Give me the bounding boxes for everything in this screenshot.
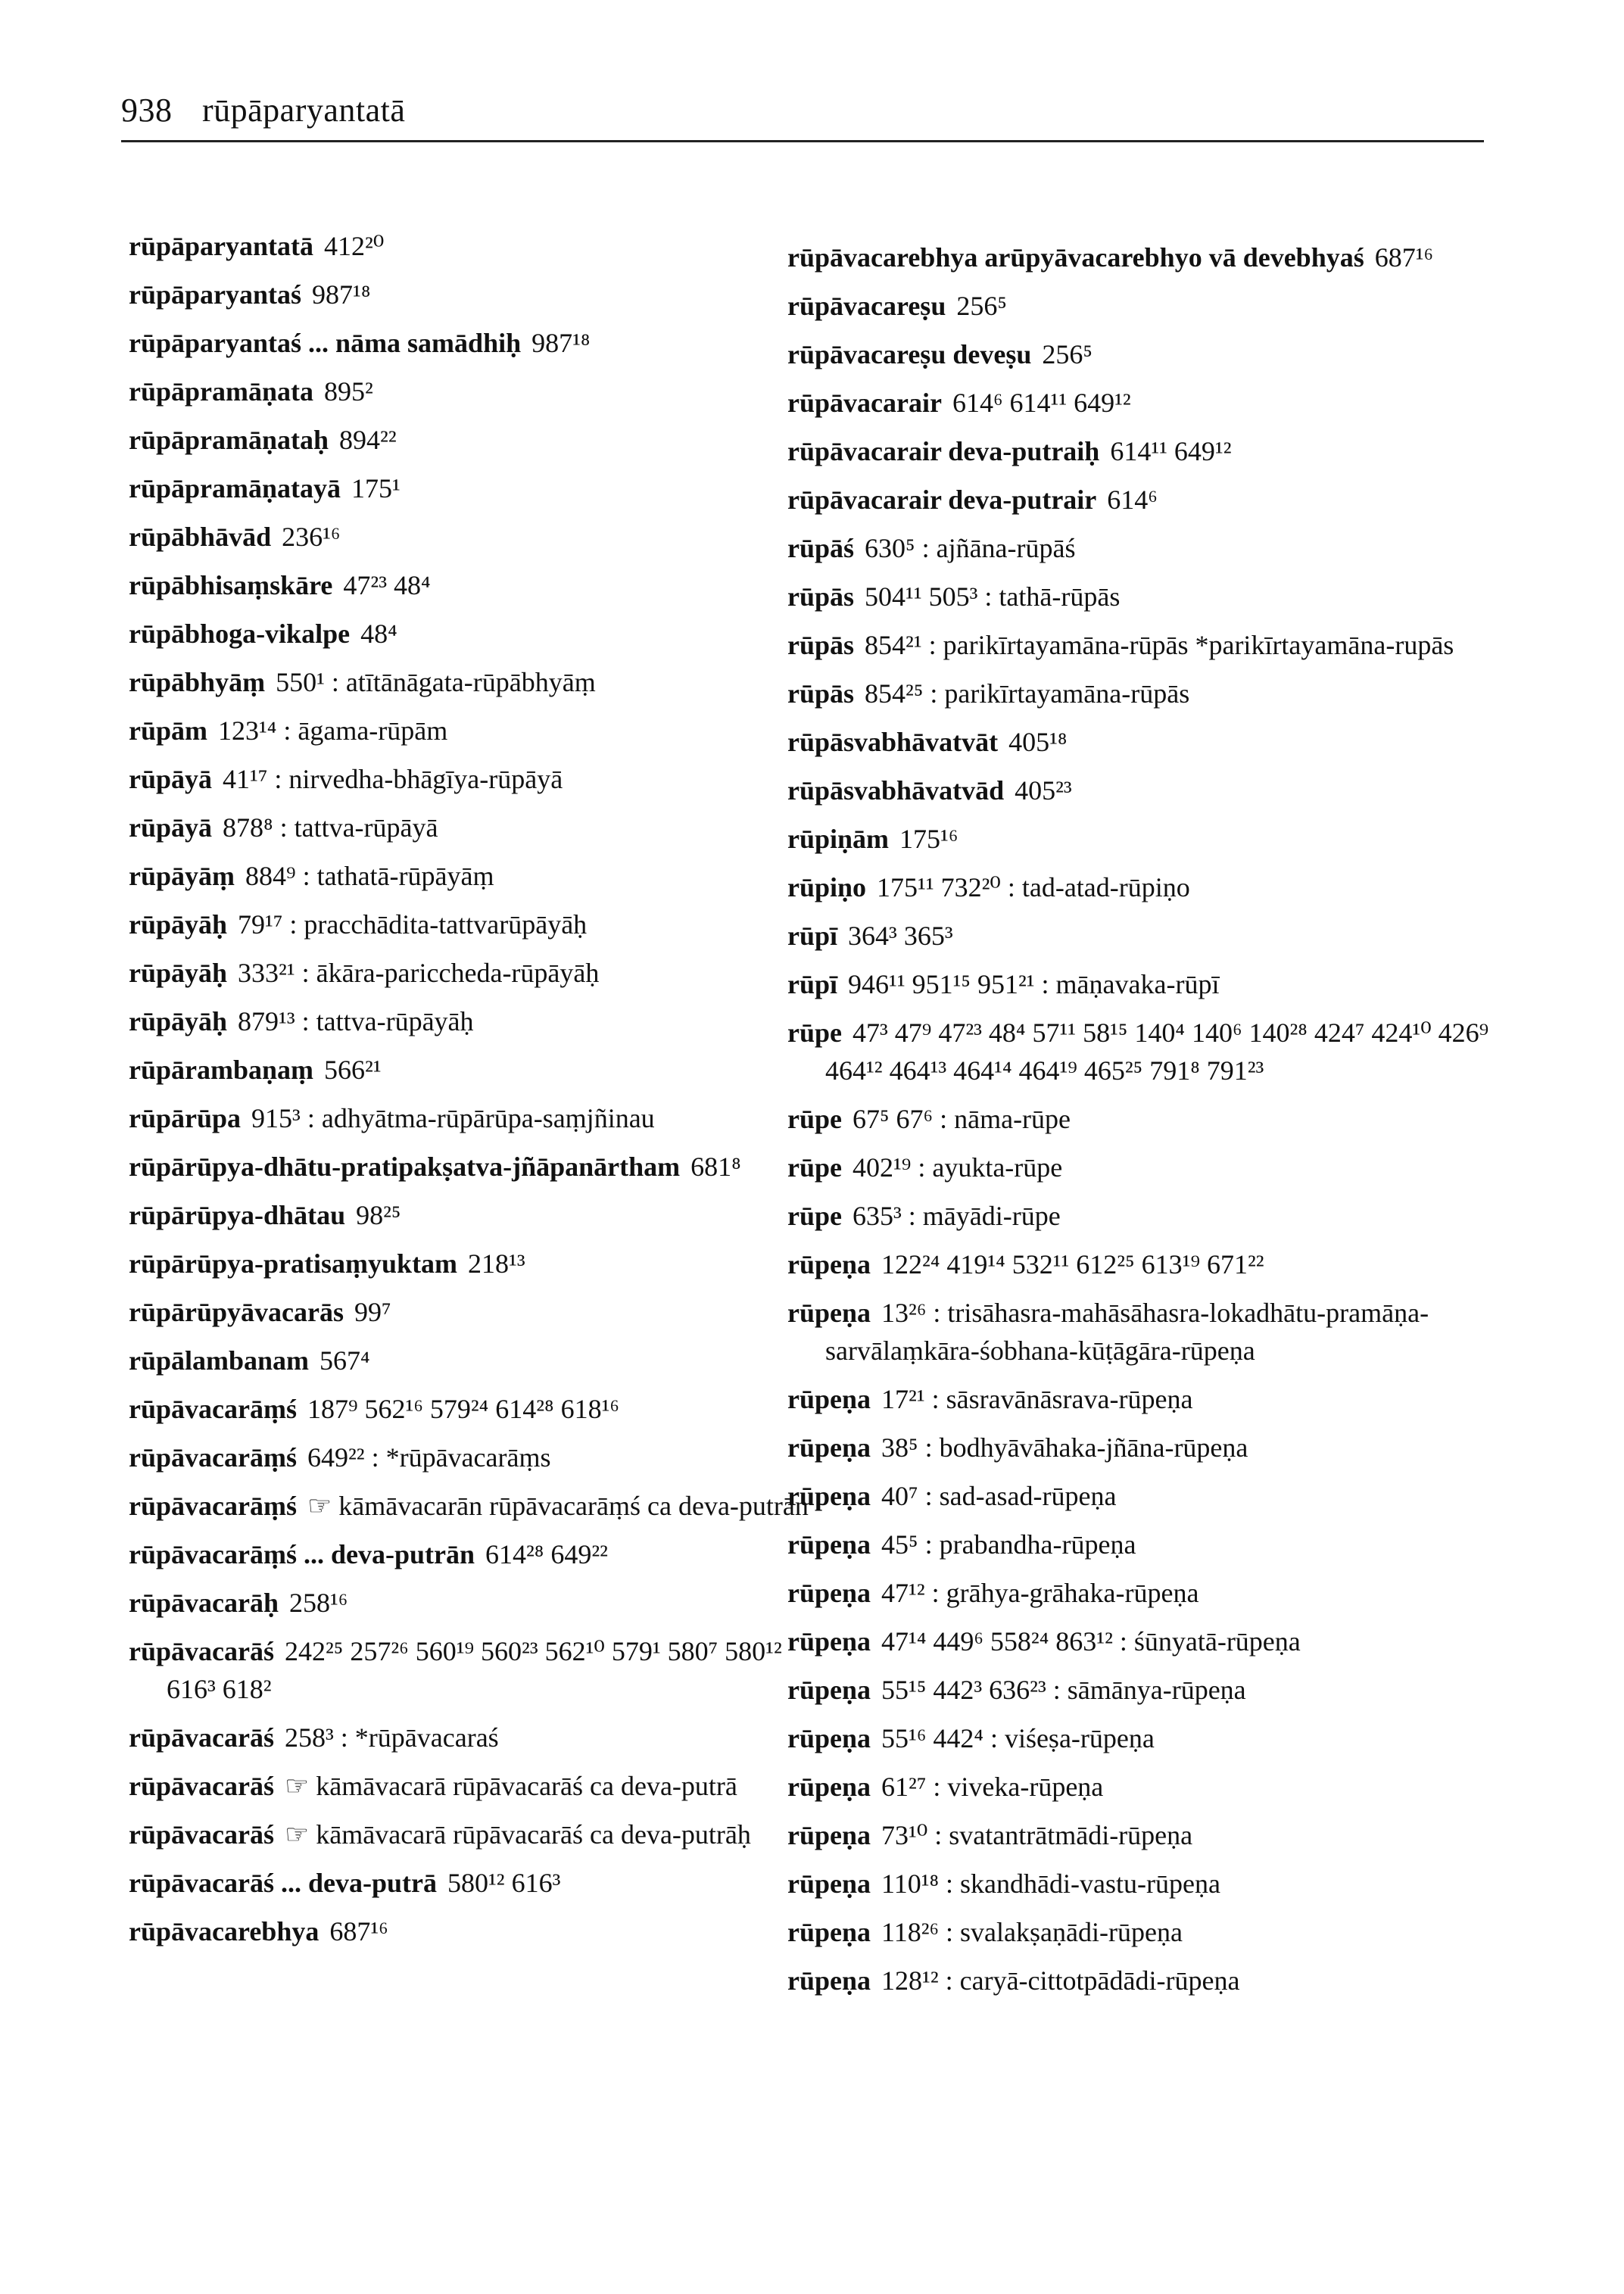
index-entry: [787, 868, 1492, 906]
index-entry: [787, 723, 1492, 761]
entry-references: 55¹⁶ 442⁴: [881, 1723, 983, 1753]
entry-references: 854²⁵: [865, 678, 924, 709]
entry-references: 687¹⁶: [329, 1916, 388, 1946]
entry-gloss: : svatantrātmādi-rūpeṇa: [934, 1820, 1193, 1850]
index-entry: [129, 809, 810, 846]
entry-references: 879¹³: [238, 1006, 295, 1036]
entry-references: 40⁷: [881, 1481, 918, 1511]
index-entry: [129, 372, 810, 410]
entry-headword: rūpāvacarāś: [129, 1771, 274, 1801]
entry-gloss: : skandhādi-vastu-rūpeṇa: [946, 1869, 1220, 1899]
entry-gloss: : sāsravānāsrava-rūpeṇa: [931, 1384, 1193, 1414]
index-entry: [129, 1196, 810, 1234]
entry-gloss: : tathā-rūpās: [984, 581, 1121, 612]
index-entry: [129, 760, 810, 798]
entry-headword: rūpāpramāṇatayā: [129, 473, 341, 503]
entry-headword: rūpābhāvād: [129, 522, 272, 552]
entry-references: 47³ 47⁹ 47²³ 48⁴ 57¹¹ 58¹⁵ 140⁴ 140⁶ 140²⁸ 424⁷ 424¹⁰ 426⁹ 464¹² 464¹³ 464¹⁴ 464¹⁹ 465²⁵ 791⁸ 791²³: [825, 1018, 1489, 1086]
index-entry: [787, 335, 1492, 373]
index-entry: [129, 1767, 810, 1805]
entry-gloss: : ajñāna-rūpāś: [921, 533, 1076, 563]
index-entry: [787, 917, 1492, 955]
entry-gloss: : caryā-cittotpādādi-rūpeṇa: [945, 1965, 1240, 1996]
index-entry: [129, 1912, 810, 1950]
index-entry: [129, 421, 810, 459]
entry-gloss: : āgama-rūpām: [283, 715, 448, 746]
entry-references: 175¹: [351, 473, 401, 503]
entry-gloss: kāmāvacarān rūpāvacarāṃś ca deva-putrān: [338, 1491, 809, 1521]
index-entry: [787, 1100, 1492, 1138]
index-entry: [129, 1148, 810, 1186]
entry-headword: rūpeṇa: [787, 1432, 871, 1463]
entry-references: 412²⁰: [324, 231, 385, 261]
entry-headword: rūpāyāṃ: [129, 861, 235, 891]
entry-gloss: : pracchādita-tattvarūpāyāḥ: [289, 909, 588, 940]
entry-references: 110¹⁸: [881, 1869, 940, 1899]
entry-gloss: : tad-atad-rūpiṇo: [1007, 872, 1190, 902]
entry-headword: rūpāparyantaś: [129, 279, 302, 310]
entry-headword: rūpāvacarāś: [129, 1722, 274, 1753]
entry-headword: rūpālambanam: [129, 1345, 310, 1376]
entry-headword: rūpāyāḥ: [129, 909, 228, 940]
entry-headword: rūpeṇa: [787, 1965, 871, 1996]
entry-gloss: kāmāvacarā rūpāvacarāś ca deva-putrāḥ: [316, 1819, 751, 1850]
entry-gloss: kāmāvacarā rūpāvacarāś ca deva-putrā: [316, 1771, 737, 1801]
index-entry: [787, 481, 1492, 519]
entry-headword: rūpābhisaṃskāre: [129, 570, 333, 600]
left-column: [129, 227, 810, 1961]
entry-references: 122²⁴ 419¹⁴ 532¹¹ 612²⁵ 613¹⁹ 671²²: [881, 1249, 1264, 1279]
index-entry: [787, 1149, 1492, 1186]
entry-gloss: : tattva-rūpāyā: [279, 812, 438, 843]
index-entry: [787, 1526, 1492, 1563]
entry-references: 630⁵: [865, 533, 915, 563]
entry-headword: rūpārūpya-dhātau: [129, 1200, 346, 1230]
entry-headword: rūpeṇa: [787, 1772, 871, 1802]
entry-references: 67⁵ 67⁶: [853, 1104, 934, 1134]
entry-headword: rūpāvacarāṃś: [129, 1442, 297, 1473]
entry-headword: rūpāparyantatā: [129, 231, 314, 261]
index-entry: [129, 566, 810, 604]
index-entry: [129, 1099, 810, 1137]
entry-references: 45⁵: [881, 1529, 918, 1560]
entry-references: ☞: [307, 1491, 332, 1521]
entry-references: 405¹⁸: [1008, 727, 1068, 757]
entry-headword: rūpāsvabhāvatvād: [787, 775, 1005, 806]
index-entry: [787, 1865, 1492, 1903]
entry-headword: rūpeṇa: [787, 1529, 871, 1560]
entry-references: 79¹⁷: [238, 909, 283, 940]
index-entry: [129, 324, 810, 362]
entry-references: ☞: [285, 1771, 310, 1801]
entry-headword: rūpāpramāṇataḥ: [129, 425, 329, 455]
entry-gloss: : tathatā-rūpāyāṃ: [302, 861, 494, 891]
entry-headword: rūpāvacareṣu: [787, 291, 946, 321]
entry-references: ☞: [285, 1819, 310, 1850]
entry-references: 946¹¹ 951¹⁵ 951²¹: [848, 969, 1035, 999]
entry-headword: rūpāvacarāḥ: [129, 1588, 279, 1618]
entry-gloss: : trisāhasra-mahāsāhasra-lokadhātu-pramāṇa-sarvālaṃkāra-śobhana-kūṭāgāra-rūpeṇa: [825, 1298, 1429, 1366]
entry-references: 55¹⁵ 442³ 636²³: [881, 1675, 1046, 1705]
entry-references: 258³: [285, 1722, 334, 1753]
index-entry: [787, 578, 1492, 616]
index-entry: [129, 1632, 810, 1708]
entry-gloss: : parikīrtayamāna-rūpās: [930, 678, 1190, 709]
entry-headword: rūpāvacarāṃś: [129, 1491, 297, 1521]
entry-headword: rūpārūpya-pratisaṃyuktam: [129, 1248, 458, 1279]
entry-headword: rūpeṇa: [787, 1723, 871, 1753]
entry-headword: rūpeṇa: [787, 1675, 871, 1705]
index-entry: [129, 227, 810, 265]
entry-references: 41¹⁷: [223, 764, 268, 794]
entry-headword: rūpe: [787, 1152, 842, 1183]
entry-references: 13²⁶: [881, 1298, 927, 1328]
entry-references: 915³: [251, 1103, 301, 1133]
entry-headword: rūpeṇa: [787, 1249, 871, 1279]
header-rule: [121, 140, 1484, 142]
entry-references: 580¹² 616³: [447, 1868, 561, 1898]
entry-headword: rūpāparyantaś ... nāma samādhiḥ: [129, 328, 522, 358]
entry-gloss: : adhyātma-rūpārūpa-saṃjñinau: [307, 1103, 655, 1133]
entry-gloss: : viśeṣa-rūpeṇa: [990, 1723, 1155, 1753]
index-entry: [787, 820, 1492, 858]
entry-references: 48⁴: [360, 619, 397, 649]
entry-references: 987¹⁸: [312, 279, 371, 310]
index-entry: [787, 384, 1492, 422]
entry-references: 242²⁵ 257²⁶ 560¹⁹ 560²³ 562¹⁰ 579¹ 580⁷ 580¹² 616³ 618²: [167, 1636, 782, 1704]
index-entry: [129, 1293, 810, 1331]
entry-references: 98²⁵: [356, 1200, 401, 1230]
entry-references: 47¹⁴ 449⁶ 558²⁴ 863¹²: [881, 1626, 1113, 1657]
running-title: rūpāparyantatā: [202, 92, 406, 129]
entry-references: 123¹⁴: [218, 715, 277, 746]
entry-headword: rūpāvacarair deva-putrair: [787, 485, 1097, 515]
index-entry: [129, 1719, 810, 1756]
index-entry: [129, 1487, 810, 1525]
entry-headword: rūpām: [129, 715, 208, 746]
entry-references: 47¹²: [881, 1578, 925, 1608]
index-entry: [787, 1014, 1492, 1089]
entry-references: 405²³: [1015, 775, 1072, 806]
entry-headword: rūpās: [787, 630, 855, 660]
entry-headword: rūpāvacarāṃś: [129, 1394, 297, 1424]
entry-references: 878⁸: [223, 812, 273, 843]
index-entry: [129, 1390, 810, 1428]
entry-headword: rūpārūpa: [129, 1103, 242, 1133]
entry-gloss: : viveka-rūpeṇa: [933, 1772, 1104, 1802]
entry-headword: rūpāvacarair: [787, 388, 942, 418]
index-entry: [787, 287, 1492, 325]
entry-references: 187⁹ 562¹⁶ 579²⁴ 614²⁸ 618¹⁶: [307, 1394, 619, 1424]
entry-references: 550¹: [276, 667, 325, 697]
index-entry: [787, 1913, 1492, 1951]
entry-gloss: : ayukta-rūpe: [918, 1152, 1063, 1183]
entry-headword: rūpāyā: [129, 764, 213, 794]
entry-references: 566²¹: [324, 1055, 382, 1085]
entry-headword: rūpāyāḥ: [129, 958, 228, 988]
index-entry: [787, 1197, 1492, 1235]
entry-headword: rūpeṇa: [787, 1298, 871, 1328]
page-header: [121, 91, 405, 129]
entry-references: 614⁶ 614¹¹ 649¹²: [952, 388, 1131, 418]
entry-references: 649²²: [307, 1442, 365, 1473]
entry-references: 258¹⁶: [289, 1588, 348, 1618]
index-entry: [129, 1584, 810, 1622]
entry-gloss: : ākāra-paricchedа-rūpāyāḥ: [301, 958, 600, 988]
entry-gloss: : śūnyatā-rūpeṇa: [1119, 1626, 1301, 1657]
entry-references: 854²¹: [865, 630, 922, 660]
right-column: [787, 238, 1492, 2010]
entry-references: 99⁷: [354, 1297, 391, 1327]
entry-headword: rūpiṇām: [787, 824, 890, 854]
entry-references: 364³ 365³: [848, 921, 953, 951]
index-entry: [129, 857, 810, 895]
entry-headword: rūpeṇa: [787, 1578, 871, 1608]
entry-gloss: : *rūpāvacaraś: [340, 1722, 499, 1753]
entry-headword: rūpī: [787, 969, 838, 999]
index-entry: [129, 1245, 810, 1283]
entry-headword: rūpāś: [787, 533, 855, 563]
entry-headword: rūpe: [787, 1201, 842, 1231]
entry-gloss: : tattva-rūpāyāḥ: [301, 1006, 474, 1036]
entry-headword: rūpāpramāṇata: [129, 376, 314, 407]
entry-headword: rūpāsvabhāvatvāt: [787, 727, 999, 757]
index-entry: [787, 626, 1492, 664]
index-entry: [129, 712, 810, 750]
entry-references: 402¹⁹: [853, 1152, 912, 1183]
index-entry: [787, 238, 1492, 276]
entry-gloss: : svalakṣaṇādi-rūpeṇa: [946, 1917, 1183, 1947]
entry-references: 47²³ 48⁴: [343, 570, 431, 600]
entry-references: 256⁵: [1042, 339, 1093, 369]
entry-gloss: : atītānāgata-rūpābhyāṃ: [331, 667, 596, 697]
entry-references: 884⁹: [245, 861, 296, 891]
entry-headword: rūpī: [787, 921, 838, 951]
index-entry: [787, 1574, 1492, 1612]
index-entry: [787, 1245, 1492, 1283]
entry-headword: rūpeṇa: [787, 1820, 871, 1850]
entry-gloss: : *rūpāvacarāṃs: [371, 1442, 551, 1473]
entry-headword: rūpābhyāṃ: [129, 667, 266, 697]
entry-headword: rūpās: [787, 678, 855, 709]
index-entry: [129, 905, 810, 943]
entry-references: 681⁸: [690, 1152, 741, 1182]
entry-references: 256⁵: [956, 291, 1007, 321]
entry-references: 73¹⁰: [881, 1820, 928, 1850]
index-entry: [787, 1719, 1492, 1757]
index-entry: [787, 1294, 1492, 1370]
entry-headword: rūpeṇa: [787, 1384, 871, 1414]
entry-references: 614⁶: [1107, 485, 1158, 515]
entry-gloss: : nirvedha-bhāgīya-rūpāyā: [274, 764, 563, 794]
index-entry: [787, 1816, 1492, 1854]
entry-headword: rūpāvacarebhya: [129, 1916, 320, 1946]
entry-headword: rūpe: [787, 1018, 842, 1048]
index-entry: [787, 675, 1492, 712]
entry-headword: rūpāvacarāṃś ... deva-putrān: [129, 1539, 475, 1569]
index-entry: [787, 432, 1492, 470]
entry-gloss: : nāma-rūpe: [940, 1104, 1071, 1134]
entry-headword: rūpeṇa: [787, 1917, 871, 1947]
entry-gloss: : grāhya-grāhaka-rūpeṇa: [931, 1578, 1199, 1608]
index-entry: [129, 1864, 810, 1902]
entry-headword: rūpāvacarāś ... deva-putrā: [129, 1868, 437, 1898]
index-entry: [787, 1671, 1492, 1709]
entry-gloss: : māṇavaka-rūpī: [1041, 969, 1220, 999]
index-entry: [129, 663, 810, 701]
index-entry: [129, 615, 810, 653]
index-entry: [129, 276, 810, 313]
entry-references: 987¹⁸: [531, 328, 591, 358]
entry-references: 175¹⁶: [899, 824, 959, 854]
page-number: 938: [121, 92, 173, 129]
index-entry: [129, 469, 810, 507]
entry-references: 614¹¹ 649¹²: [1110, 436, 1232, 466]
entry-headword: rūpāyāḥ: [129, 1006, 228, 1036]
entry-references: 895²: [324, 376, 373, 407]
entry-headword: rūpārūpyāvacarās: [129, 1297, 344, 1327]
entry-references: 128¹²: [881, 1965, 939, 1996]
entry-headword: rūpārūpya-dhātu-pratipakṣatva-jñāpanārtham: [129, 1152, 681, 1182]
entry-headword: rūpāvacarāś: [129, 1819, 274, 1850]
entry-references: 236¹⁶: [282, 522, 341, 552]
entry-references: 38⁵: [881, 1432, 918, 1463]
entry-references: 567⁴: [320, 1345, 370, 1376]
entry-gloss: : māyādi-rūpe: [908, 1201, 1061, 1231]
entry-gloss: : bodhyāvāhaka-jñāna-rūpeṇa: [924, 1432, 1248, 1463]
entry-references: 635³: [853, 1201, 902, 1231]
entry-headword: rūpāvacarebhya arūpyāvacarebhyo vā devebhyaś: [787, 242, 1364, 273]
index-entry: [129, 1535, 810, 1573]
index-entry: [787, 771, 1492, 809]
entry-references: 504¹¹ 505³: [865, 581, 978, 612]
entry-references: 118²⁶: [881, 1917, 940, 1947]
entry-references: 614²⁸ 649²²: [485, 1539, 608, 1569]
index-entry: [129, 954, 810, 992]
entry-headword: rūpāyā: [129, 812, 213, 843]
index-entry: [129, 1816, 810, 1853]
entry-references: 333²¹: [238, 958, 295, 988]
index-entry: [787, 529, 1492, 567]
entry-gloss: : sad-asad-rūpeṇa: [924, 1481, 1117, 1511]
entry-gloss: : prabandha-rūpeṇa: [924, 1529, 1136, 1560]
index-entry: [129, 1051, 810, 1089]
entry-references: 175¹¹ 732²⁰: [877, 872, 1001, 902]
entry-gloss: : sāmānya-rūpeṇa: [1052, 1675, 1246, 1705]
index-entry: [787, 1622, 1492, 1660]
entry-references: 218¹³: [468, 1248, 525, 1279]
index-entry: [787, 1429, 1492, 1466]
index-entry: [787, 1477, 1492, 1515]
entry-headword: rūpeṇa: [787, 1869, 871, 1899]
entry-references: 61²⁷: [881, 1772, 927, 1802]
entry-headword: rūpārambaṇaṃ: [129, 1055, 314, 1085]
entry-headword: rūpābhoga-vikalpe: [129, 619, 351, 649]
index-entry: [787, 1768, 1492, 1806]
index-entry: [787, 965, 1492, 1003]
index-entry: [787, 1380, 1492, 1418]
index-entry: [129, 518, 810, 556]
entry-headword: rūpāvacarāś: [129, 1636, 274, 1666]
entry-headword: rūpiṇo: [787, 872, 867, 902]
entry-headword: rūpeṇa: [787, 1481, 871, 1511]
entry-headword: rūpeṇa: [787, 1626, 871, 1657]
entry-gloss: : parikīrtayamāna-rūpās *parikīrtayamāna-rupās: [928, 630, 1454, 660]
index-entry: [129, 1002, 810, 1040]
index-entry: [787, 1962, 1492, 1999]
entry-references: 17²¹: [881, 1384, 925, 1414]
entry-headword: rūpāvacareṣu deveṣu: [787, 339, 1032, 369]
index-entry: [129, 1438, 810, 1476]
entry-headword: rūpāvacarair deva-putraiḥ: [787, 436, 1100, 466]
entry-headword: rūpe: [787, 1104, 842, 1134]
index-entry: [129, 1342, 810, 1379]
entry-references: 894²²: [339, 425, 397, 455]
entry-headword: rūpās: [787, 581, 855, 612]
entry-references: 687¹⁶: [1374, 242, 1434, 273]
